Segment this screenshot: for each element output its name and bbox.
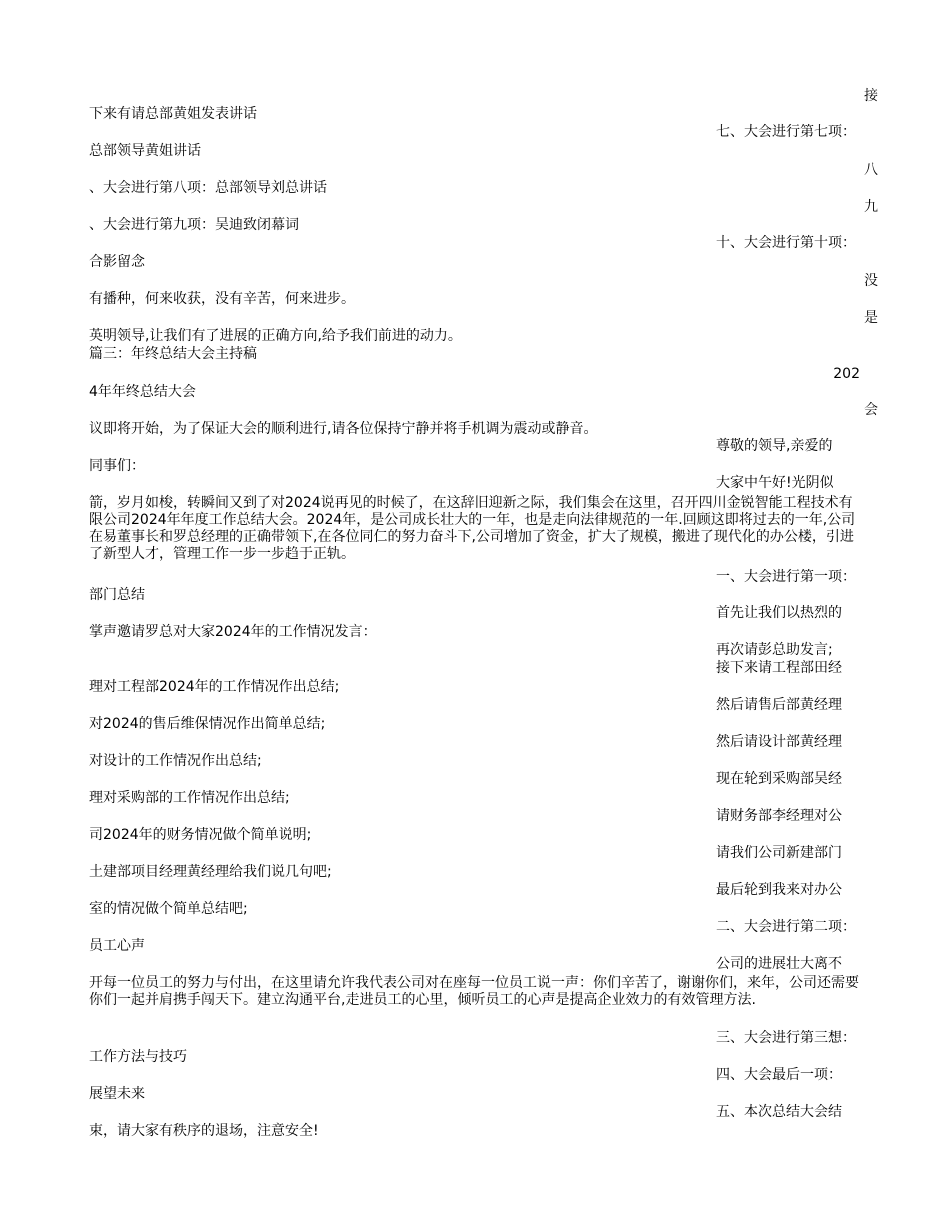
right-text-7: 是: [864, 310, 878, 326]
right-text-5: 十、大会进行第十项：: [716, 235, 856, 251]
right-text-25: 四、大会最后一项：: [716, 1067, 842, 1083]
left-text-22: 员工心声: [89, 938, 145, 954]
right-text-1: 接: [864, 88, 878, 104]
left-text-24: 工作方法与技巧: [89, 1049, 187, 1065]
right-text-23: 公司的进展壮大离不: [716, 956, 842, 972]
right-text-16: 然后请售后部黄经理: [716, 697, 842, 713]
left-text-9: 4年年终总结大会: [89, 384, 196, 400]
staff-paragraph: 开每一位员工的努力与付出，在这里请允许我代表公司对在座每一位员工说一声：你们辛苦了，谢谢你们，来年，公司还需要你们一起并肩携手闯天下。建立沟通平台,走进员工的心里，倾听员工的心声是提高企业效力的有效管理方法.: [89, 975, 859, 1008]
right-text-17: 然后请设计部黄经理: [716, 734, 842, 750]
right-text-22: 二、大会进行第二项：: [716, 919, 856, 935]
left-text-20: 土建部项目经理黄经理给我们说几句吧;: [89, 864, 332, 880]
section-title: 篇三：年终总结大会主持稿: [89, 346, 257, 362]
left-text-10: 议即将开始，为了保证大会的顺利进行,请各位保持宁静并将手机调为震动或静音。: [89, 421, 598, 437]
right-text-26: 五、本次总结大会结: [716, 1104, 842, 1120]
left-text-25: 展望未来: [89, 1086, 145, 1102]
left-text-26: 束，请大家有秩序的退场，注意安全!: [89, 1123, 319, 1139]
right-text-13: 首先让我们以热烈的: [716, 605, 842, 621]
right-text-18: 现在轮到采购部吴经: [716, 771, 842, 787]
right-text-10: 尊敬的领导,亲爱的: [716, 438, 833, 454]
right-text-15: 接下来请工程部田经: [716, 660, 842, 676]
left-text-6: 有播种，何来收获，没有辛苦，何来进步。: [89, 291, 355, 307]
left-text-4: 、大会进行第九项：吴迪致闭幕词: [89, 217, 299, 233]
right-text-8: 202: [833, 366, 860, 382]
right-text-24: 三、大会进行第三想：: [716, 1030, 856, 1046]
left-text-3: 、大会进行第八项：总部领导刘总讲话: [89, 180, 327, 196]
left-text-11: 同事们：: [89, 458, 145, 474]
left-text-7: 英明领导,让我们有了进展的正确方向,给予我们前进的动力。: [89, 328, 462, 344]
left-text-17: 对设计的工作情况作出总结;: [89, 753, 262, 769]
right-text-3: 八: [864, 162, 878, 178]
right-text-19: 请财务部李经理对公: [716, 808, 842, 824]
left-text-1: 下来有请总部黄姐发表讲话: [89, 106, 257, 122]
right-text-20: 请我们公司新建部门: [716, 845, 842, 861]
left-text-15: 理对工程部2024年的工作情况作出总结;: [89, 679, 340, 695]
left-text-2: 总部领导黄姐讲话: [89, 143, 201, 159]
right-text-12: 一、大会进行第一项：: [716, 569, 856, 585]
left-text-5: 合影留念: [89, 254, 145, 270]
right-text-21: 最后轮到我来对办公: [716, 882, 842, 898]
left-text-18: 理对采购部的工作情况作出总结;: [89, 790, 290, 806]
left-text-16: 对2024的售后维保情况作出简单总结;: [89, 716, 326, 732]
right-text-6: 没: [864, 273, 878, 289]
right-text-14: 再次请彭总助发言;: [716, 642, 833, 658]
left-text-14: 掌声邀请罗总对大家2024年的工作情况发言：: [89, 624, 377, 640]
left-text-19: 司2024年的财务情况做个简单说明;: [89, 827, 312, 843]
left-text-13: 部门总结: [89, 587, 145, 603]
right-text-9: 会: [864, 402, 878, 418]
opening-paragraph: 箭，岁月如梭，转瞬间又到了对2024说再见的时候了，在这辞旧迎新之际，我们集会在这里，召开四川金锐智能工程技术有限公司2024年年度工作总结大会。2024年，是公司成长壮大的一年，也是走向法律规范的一年.回顾这即将过去的一年,公司在易董事长和罗总经理的正确带领下,在各位同仁的努力奋斗下,公司增加了资金，扩大了规模，搬进了现代化的办公楼，引进了新型人才，管理工作一步一步趋于正轨。: [89, 495, 856, 562]
right-text-2: 七、大会进行第七项：: [716, 124, 856, 140]
left-text-21: 室的情况做个简单总结吧;: [89, 901, 248, 917]
right-text-4: 九: [864, 199, 878, 215]
right-text-11: 大家中午好!光阴似: [716, 475, 834, 491]
